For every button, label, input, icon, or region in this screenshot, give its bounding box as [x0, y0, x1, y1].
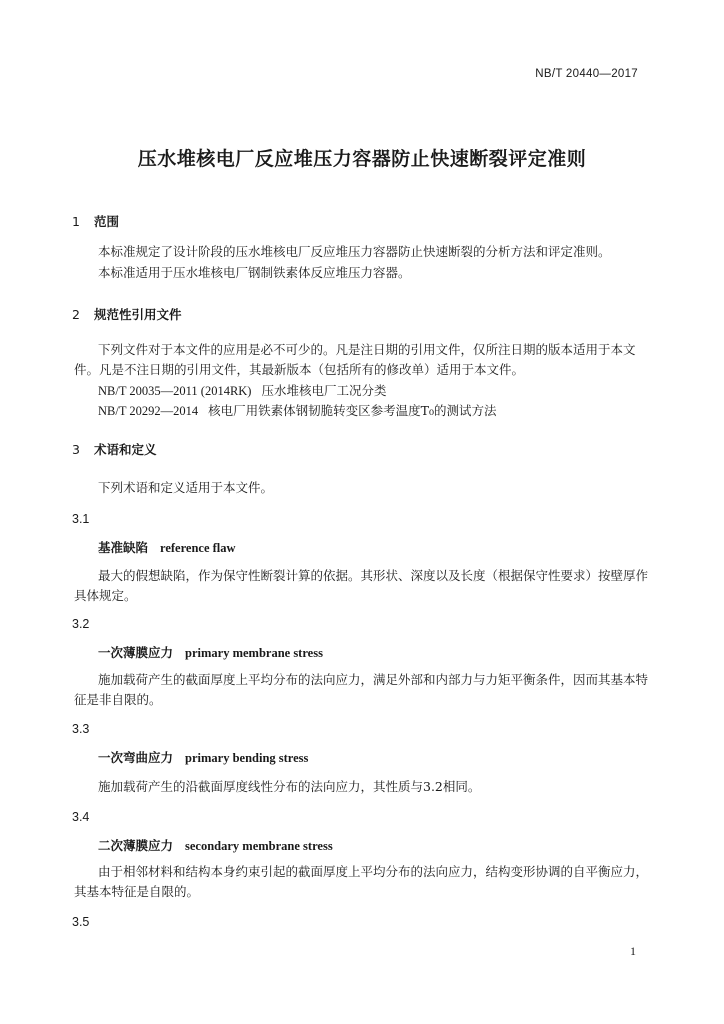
- reference-item: [98, 381, 387, 401]
- section-number: 3: [72, 442, 80, 457]
- section-title: 术语和定义: [94, 442, 157, 457]
- terms-intro: 下列术语和定义适用于本文件。: [98, 480, 274, 495]
- reference-item: [98, 401, 496, 421]
- section-number: 1: [72, 214, 80, 229]
- term-definition: 最大的假想缺陷，作为保守性断裂计算的依据。其形状、深度以及长度（根据保守性要求）按壁厚作具体规定。: [74, 568, 649, 603]
- section-title: 范围: [94, 214, 120, 229]
- document-title: 压水堆核电厂反应堆压力容器防止快速断裂评定准则: [137, 148, 587, 170]
- section-number: 2: [72, 307, 80, 322]
- term-definition: 由于相邻材料和结构本身约束引起的截面厚度上平均分布的法向应力，结构变形协调的自平衡应力，其基本特征是自限的。: [74, 864, 649, 899]
- term-zh: 一次薄膜应力: [98, 645, 174, 660]
- term-number: 3.1: [72, 512, 90, 526]
- term-zh: 基准缺陷: [98, 540, 149, 555]
- term-definition: 施加载荷产生的截面厚度上平均分布的法向应力，满足外部和内部力与力矩平衡条件，因而其基本特征是非自限的。: [74, 672, 649, 707]
- reference-title: 核电厂用铁素体钢韧脆转变区参考温度T₀的测试方法: [208, 403, 497, 418]
- term-number: 3.2: [72, 617, 90, 631]
- term-definition: 施加载荷产生的沿截面厚度线性分布的法向应力，其性质与3.2相同。: [98, 779, 481, 794]
- section-1-heading: [72, 212, 119, 230]
- term-number: 3.3: [72, 722, 90, 736]
- reference-title: 压水堆核电厂工况分类: [261, 383, 387, 398]
- reference-code: NB/T 20035—2011 (2014RK): [98, 384, 252, 398]
- term-zh: 一次弯曲应力: [98, 750, 174, 765]
- term-number: 3.4: [72, 810, 90, 824]
- term-heading: [98, 643, 323, 661]
- term-en: reference flaw: [160, 541, 236, 555]
- references-intro: 下列文件对于本文件的应用是必不可少的。凡是注日期的引用文件，仅所注日期的版本适用于本文件。凡是不注日期的引用文件，其最新版本（包括所有的修改单）适用于本文件。: [74, 342, 636, 377]
- scope-paragraph-1: 本标准规定了设计阶段的压水堆核电厂反应堆压力容器防止快速断裂的分析方法和评定准则。: [98, 244, 611, 259]
- term-en: primary bending stress: [185, 751, 309, 765]
- scope-paragraph-2: 本标准适用于压水堆核电厂钢制铁素体反应堆压力容器。: [98, 265, 411, 280]
- term-zh: 二次薄膜应力: [98, 838, 174, 853]
- term-heading: [98, 836, 333, 854]
- section-3-heading: [72, 440, 157, 458]
- term-en: primary membrane stress: [185, 646, 323, 660]
- reference-code: NB/T 20292—2014: [98, 404, 199, 418]
- term-en: secondary membrane stress: [185, 839, 333, 853]
- term-number: 3.5: [72, 915, 90, 929]
- term-heading: [98, 538, 236, 556]
- term-heading: [98, 748, 308, 766]
- section-title: 规范性引用文件: [94, 307, 182, 322]
- page-number: 1: [630, 944, 636, 958]
- section-2-heading: [72, 305, 182, 323]
- standard-code: NB/T 20440—2017: [535, 68, 638, 80]
